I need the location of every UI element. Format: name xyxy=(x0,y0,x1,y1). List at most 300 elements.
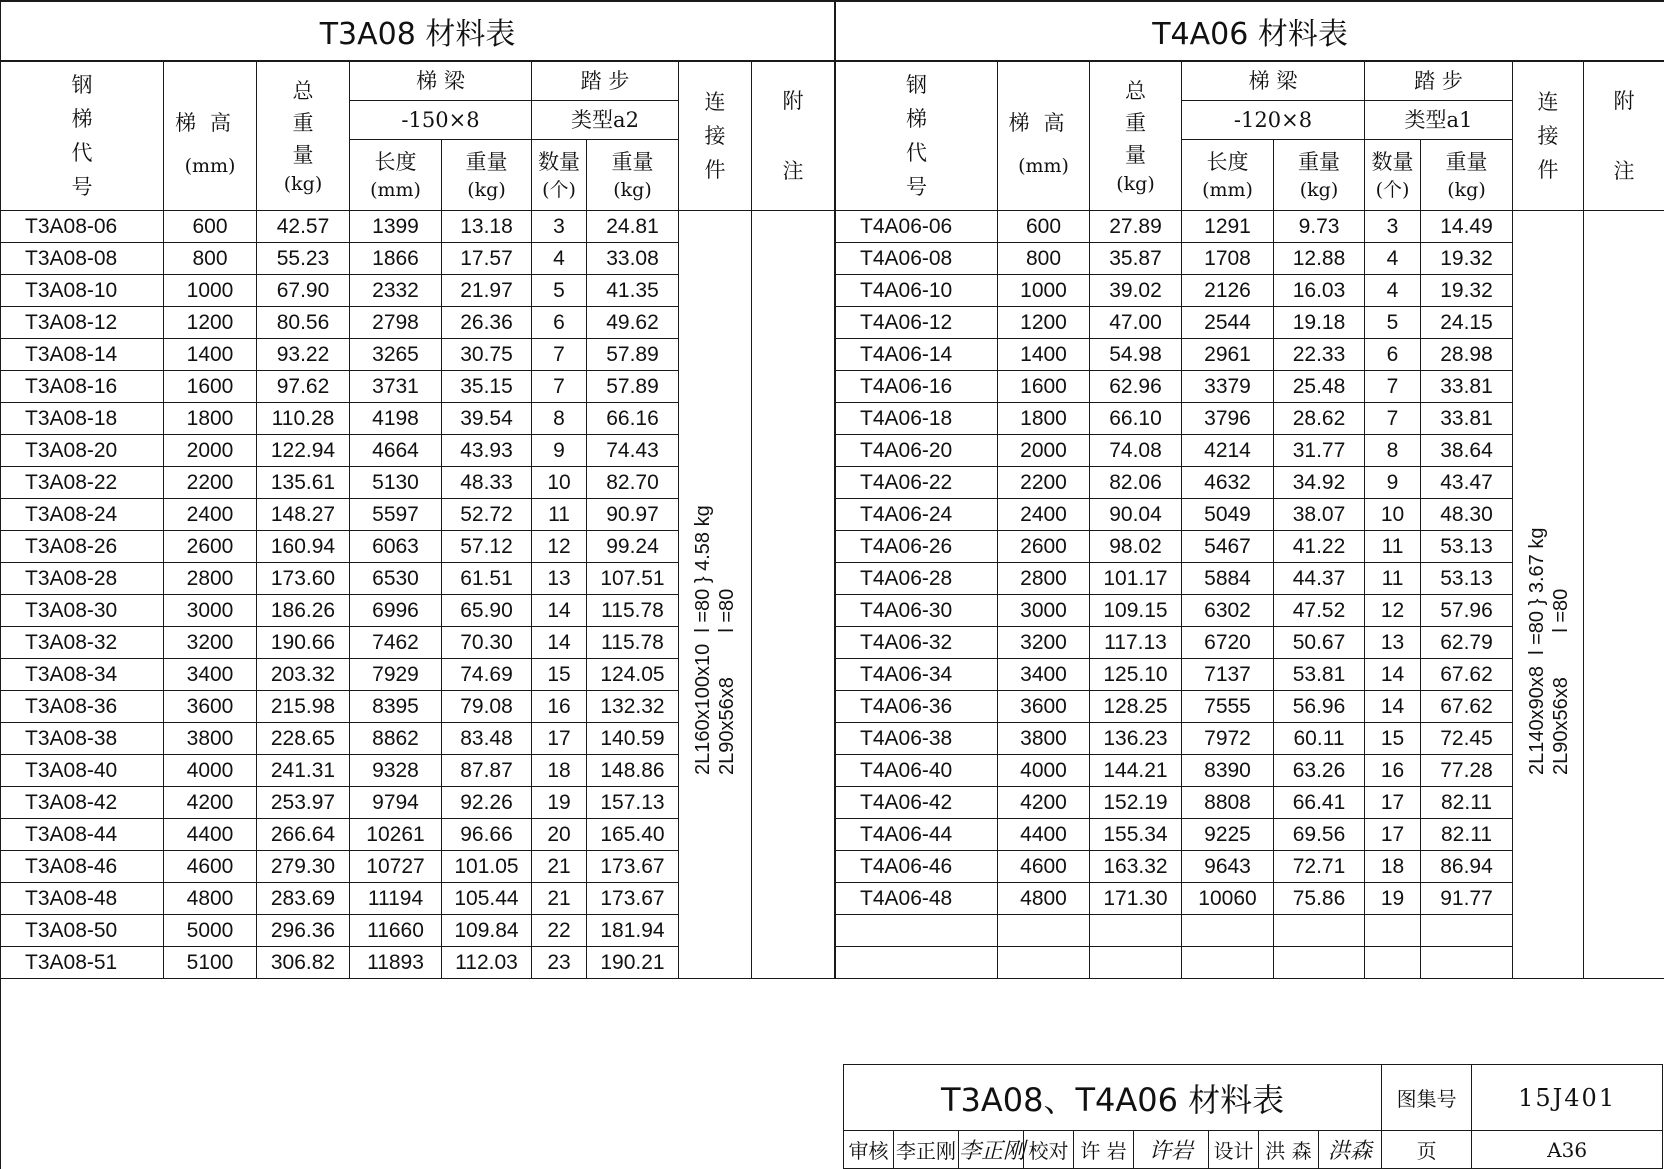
step-count: 18 xyxy=(1365,851,1421,883)
total-weight: 98.02 xyxy=(1090,531,1182,563)
ladder-height: 2200 xyxy=(164,467,257,499)
beam-length: 11893 xyxy=(350,947,442,979)
step-weight: 72.45 xyxy=(1421,723,1513,755)
step-count: 17 xyxy=(532,723,587,755)
step-weight: 115.78 xyxy=(587,627,679,659)
total-weight: 135.61 xyxy=(257,467,350,499)
step-weight: 82.11 xyxy=(1421,819,1513,851)
drawing-title: T3A08、T4A06 材料表 xyxy=(844,1065,1382,1131)
ladder-code: T4A06-10 xyxy=(836,275,998,307)
connector-weight: } 4.58 kg xyxy=(692,504,714,583)
beam-weight: 30.75 xyxy=(442,339,532,371)
beam-length: 2961 xyxy=(1182,339,1274,371)
header-step-weight: 重量 (kg) xyxy=(587,140,679,211)
ladder-height: 3400 xyxy=(164,659,257,691)
ladder-height: 3000 xyxy=(164,595,257,627)
ladder-height: 600 xyxy=(164,211,257,243)
ladder-height: 2800 xyxy=(164,563,257,595)
step-weight: 67.62 xyxy=(1421,659,1513,691)
step-count: 6 xyxy=(1365,339,1421,371)
step-weight xyxy=(1421,915,1513,947)
beam-weight: 13.18 xyxy=(442,211,532,243)
step-weight: 148.86 xyxy=(587,755,679,787)
ladder-code: T4A06-14 xyxy=(836,339,998,371)
header-beam-spec: -150×8 xyxy=(350,101,532,140)
title-block xyxy=(843,1064,1662,1168)
check-label: 校对 xyxy=(1024,1131,1074,1169)
step-count: 18 xyxy=(532,755,587,787)
beam-length: 1708 xyxy=(1182,243,1274,275)
total-weight: 163.32 xyxy=(1090,851,1182,883)
ladder-code: T4A06-12 xyxy=(836,307,998,339)
ladder-height: 2000 xyxy=(164,435,257,467)
beam-weight: 26.36 xyxy=(442,307,532,339)
beam-length xyxy=(1182,915,1274,947)
ladder-code: T4A06-28 xyxy=(836,563,998,595)
connector-l1: l =80 xyxy=(692,588,714,633)
beam-length: 6720 xyxy=(1182,627,1274,659)
ladder-height: 1000 xyxy=(998,275,1090,307)
connector-line2: 2L90x56x8 xyxy=(1550,676,1572,775)
beam-weight: 96.66 xyxy=(442,819,532,851)
step-weight: 124.05 xyxy=(587,659,679,691)
beam-weight: 52.72 xyxy=(442,499,532,531)
step-count: 13 xyxy=(532,563,587,595)
beam-weight: 56.96 xyxy=(1274,691,1365,723)
total-weight: 27.89 xyxy=(1090,211,1182,243)
total-weight: 283.69 xyxy=(257,883,350,915)
step-weight: 190.21 xyxy=(587,947,679,979)
ladder-height: 2400 xyxy=(164,499,257,531)
design-label: 设计 xyxy=(1209,1131,1259,1169)
beam-weight: 105.44 xyxy=(442,883,532,915)
ladder-code: T3A08-06 xyxy=(1,211,164,243)
ladder-code: T4A06-46 xyxy=(836,851,998,883)
total-weight: 279.30 xyxy=(257,851,350,883)
beam-weight: 31.77 xyxy=(1274,435,1365,467)
header-step-spec: 类型a1 xyxy=(1365,101,1513,140)
total-weight: 90.04 xyxy=(1090,499,1182,531)
step-count: 11 xyxy=(532,499,587,531)
step-weight: 49.62 xyxy=(587,307,679,339)
beam-length: 1399 xyxy=(350,211,442,243)
total-weight: 266.64 xyxy=(257,819,350,851)
beam-weight: 74.69 xyxy=(442,659,532,691)
connector-line1: 2L140x90x8 xyxy=(1526,665,1548,775)
ladder-code: T3A08-08 xyxy=(1,243,164,275)
ladder-height: 5000 xyxy=(164,915,257,947)
ladder-height: 4400 xyxy=(998,819,1090,851)
header-step: 踏 步 xyxy=(532,61,679,101)
total-weight: 80.56 xyxy=(257,307,350,339)
ladder-code: T3A08-48 xyxy=(1,883,164,915)
step-weight: 90.97 xyxy=(587,499,679,531)
ladder-height: 3600 xyxy=(164,691,257,723)
step-count: 11 xyxy=(1365,531,1421,563)
beam-weight: 17.57 xyxy=(442,243,532,275)
step-weight: 19.32 xyxy=(1421,243,1513,275)
step-weight: 115.78 xyxy=(587,595,679,627)
beam-length: 6530 xyxy=(350,563,442,595)
total-weight: 171.30 xyxy=(1090,883,1182,915)
beam-length: 8862 xyxy=(350,723,442,755)
ladder-height: 3400 xyxy=(998,659,1090,691)
header-step-weight: 重量 (kg) xyxy=(1421,140,1513,211)
beam-length: 3265 xyxy=(350,339,442,371)
step-count: 21 xyxy=(532,883,587,915)
total-weight: 110.28 xyxy=(257,403,350,435)
step-weight: 82.70 xyxy=(587,467,679,499)
ladder-code xyxy=(836,915,998,947)
beam-length: 10727 xyxy=(350,851,442,883)
step-count: 8 xyxy=(532,403,587,435)
beam-weight: 112.03 xyxy=(442,947,532,979)
beam-weight: 35.15 xyxy=(442,371,532,403)
step-weight: 157.13 xyxy=(587,787,679,819)
step-count: 13 xyxy=(1365,627,1421,659)
step-weight: 181.94 xyxy=(587,915,679,947)
total-weight: 152.19 xyxy=(1090,787,1182,819)
ladder-code: T4A06-18 xyxy=(836,403,998,435)
table-body xyxy=(836,211,1664,979)
beam-length: 4214 xyxy=(1182,435,1274,467)
ladder-code: T3A08-32 xyxy=(1,627,164,659)
beam-weight: 60.11 xyxy=(1274,723,1365,755)
ladder-height: 1200 xyxy=(998,307,1090,339)
table-title: T3A08 材料表 xyxy=(1,1,835,61)
step-weight: 33.81 xyxy=(1421,403,1513,435)
header-code: 钢梯代号 xyxy=(1,61,164,211)
ladder-code: T3A08-46 xyxy=(1,851,164,883)
total-weight: 173.60 xyxy=(257,563,350,595)
header-step: 踏 步 xyxy=(1365,61,1513,101)
step-count: 7 xyxy=(532,371,587,403)
beam-length xyxy=(1182,947,1274,979)
beam-length: 11194 xyxy=(350,883,442,915)
total-weight: 155.34 xyxy=(1090,819,1182,851)
ladder-height: 4800 xyxy=(164,883,257,915)
ladder-height: 1800 xyxy=(164,403,257,435)
connector-spec xyxy=(679,211,752,979)
ladder-code: T3A08-44 xyxy=(1,819,164,851)
designer-signature: 洪森 xyxy=(1319,1131,1382,1169)
beam-length: 8395 xyxy=(350,691,442,723)
total-weight: 144.21 xyxy=(1090,755,1182,787)
ladder-height: 800 xyxy=(998,243,1090,275)
total-weight: 55.23 xyxy=(257,243,350,275)
step-weight: 57.89 xyxy=(587,371,679,403)
step-weight: 99.24 xyxy=(587,531,679,563)
ladder-height: 2000 xyxy=(998,435,1090,467)
step-weight: 62.79 xyxy=(1421,627,1513,659)
step-weight: 91.77 xyxy=(1421,883,1513,915)
step-count: 16 xyxy=(1365,755,1421,787)
ladder-code: T4A06-26 xyxy=(836,531,998,563)
ladder-height: 3000 xyxy=(998,595,1090,627)
beam-length: 1866 xyxy=(350,243,442,275)
step-count: 4 xyxy=(532,243,587,275)
step-count: 22 xyxy=(532,915,587,947)
step-count: 19 xyxy=(532,787,587,819)
step-count: 14 xyxy=(1365,659,1421,691)
ladder-height: 4200 xyxy=(164,787,257,819)
beam-length: 9328 xyxy=(350,755,442,787)
step-weight: 173.67 xyxy=(587,851,679,883)
beam-length: 11660 xyxy=(350,915,442,947)
ladder-height: 4600 xyxy=(164,851,257,883)
beam-weight: 53.81 xyxy=(1274,659,1365,691)
step-weight: 140.59 xyxy=(587,723,679,755)
step-count: 10 xyxy=(1365,499,1421,531)
connector-line2: 2L90x56x8 xyxy=(716,676,738,775)
beam-weight xyxy=(1274,947,1365,979)
ladder-code: T3A08-16 xyxy=(1,371,164,403)
beam-weight: 43.93 xyxy=(442,435,532,467)
beam-length: 2544 xyxy=(1182,307,1274,339)
connector-spec xyxy=(1513,211,1584,979)
ladder-height: 1600 xyxy=(998,371,1090,403)
ladder-code: T3A08-51 xyxy=(1,947,164,979)
step-count: 15 xyxy=(1365,723,1421,755)
step-count: 8 xyxy=(1365,435,1421,467)
step-count: 11 xyxy=(1365,563,1421,595)
header-beam-weight: 重量 (kg) xyxy=(1274,140,1365,211)
step-weight xyxy=(1421,947,1513,979)
beam-weight: 69.56 xyxy=(1274,819,1365,851)
beam-weight: 83.48 xyxy=(442,723,532,755)
step-count: 16 xyxy=(532,691,587,723)
step-count: 19 xyxy=(1365,883,1421,915)
header-height: 梯高 (mm) xyxy=(164,61,257,211)
step-count: 9 xyxy=(1365,467,1421,499)
designer-name: 洪 森 xyxy=(1259,1131,1319,1169)
beam-length: 4632 xyxy=(1182,467,1274,499)
total-weight: 241.31 xyxy=(257,755,350,787)
header-connector: 连接件 xyxy=(679,61,752,211)
step-weight: 66.16 xyxy=(587,403,679,435)
step-weight: 53.13 xyxy=(1421,563,1513,595)
step-weight: 57.89 xyxy=(587,339,679,371)
beam-weight: 25.48 xyxy=(1274,371,1365,403)
beam-length: 1291 xyxy=(1182,211,1274,243)
t4a06-material-table xyxy=(835,0,1664,979)
total-weight: 128.25 xyxy=(1090,691,1182,723)
beam-length: 7462 xyxy=(350,627,442,659)
ladder-height: 2400 xyxy=(998,499,1090,531)
ladder-code: T3A08-30 xyxy=(1,595,164,627)
ladder-height: 1400 xyxy=(998,339,1090,371)
total-weight xyxy=(1090,915,1182,947)
step-count: 12 xyxy=(532,531,587,563)
ladder-code: T3A08-38 xyxy=(1,723,164,755)
ladder-code: T3A08-22 xyxy=(1,467,164,499)
step-count: 14 xyxy=(1365,691,1421,723)
total-weight: 101.17 xyxy=(1090,563,1182,595)
total-weight: 186.26 xyxy=(257,595,350,627)
step-count: 7 xyxy=(1365,403,1421,435)
beam-weight: 61.51 xyxy=(442,563,532,595)
ladder-code: T3A08-14 xyxy=(1,339,164,371)
beam-length: 4198 xyxy=(350,403,442,435)
ladder-code: T3A08-12 xyxy=(1,307,164,339)
ladder-code: T4A06-48 xyxy=(836,883,998,915)
beam-weight xyxy=(1274,915,1365,947)
beam-weight: 87.87 xyxy=(442,755,532,787)
note-cell xyxy=(752,211,835,979)
beam-length: 7555 xyxy=(1182,691,1274,723)
step-weight: 173.67 xyxy=(587,883,679,915)
ladder-height: 3600 xyxy=(998,691,1090,723)
step-count: 6 xyxy=(532,307,587,339)
connector-l2: l =80 xyxy=(1550,588,1572,633)
step-weight: 48.30 xyxy=(1421,499,1513,531)
step-weight: 77.28 xyxy=(1421,755,1513,787)
ladder-code: T4A06-24 xyxy=(836,499,998,531)
beam-length: 5467 xyxy=(1182,531,1274,563)
reviewer-signature: 李正刚 xyxy=(959,1131,1024,1169)
ladder-height: 1400 xyxy=(164,339,257,371)
t3a08-material-table xyxy=(0,0,835,979)
step-count: 17 xyxy=(1365,819,1421,851)
ladder-code: T4A06-22 xyxy=(836,467,998,499)
beam-length: 8808 xyxy=(1182,787,1274,819)
beam-length: 9794 xyxy=(350,787,442,819)
beam-length: 10060 xyxy=(1182,883,1274,915)
step-weight: 38.64 xyxy=(1421,435,1513,467)
ladder-height: 4400 xyxy=(164,819,257,851)
note-cell xyxy=(1584,211,1664,979)
ladder-height: 2800 xyxy=(998,563,1090,595)
beam-weight: 38.07 xyxy=(1274,499,1365,531)
atlas-label: 图集号 xyxy=(1382,1065,1472,1131)
total-weight: 47.00 xyxy=(1090,307,1182,339)
ladder-code xyxy=(836,947,998,979)
step-weight: 57.96 xyxy=(1421,595,1513,627)
total-weight: 215.98 xyxy=(257,691,350,723)
beam-weight: 65.90 xyxy=(442,595,532,627)
beam-weight: 9.73 xyxy=(1274,211,1365,243)
step-weight: 53.13 xyxy=(1421,531,1513,563)
beam-length: 2798 xyxy=(350,307,442,339)
total-weight: 67.90 xyxy=(257,275,350,307)
table-row xyxy=(1,211,835,243)
beam-length: 4664 xyxy=(350,435,442,467)
beam-weight: 28.62 xyxy=(1274,403,1365,435)
page-number: A36 xyxy=(1472,1131,1663,1169)
beam-length: 7137 xyxy=(1182,659,1274,691)
beam-weight: 109.84 xyxy=(442,915,532,947)
beam-weight: 92.26 xyxy=(442,787,532,819)
step-weight: 74.43 xyxy=(587,435,679,467)
total-weight: 35.87 xyxy=(1090,243,1182,275)
table-row xyxy=(836,211,1664,243)
reviewer-name: 李正刚 xyxy=(894,1131,959,1169)
total-weight: 306.82 xyxy=(257,947,350,979)
ladder-height: 1200 xyxy=(164,307,257,339)
ladder-code: T3A08-20 xyxy=(1,435,164,467)
ladder-height: 600 xyxy=(998,211,1090,243)
step-weight: 33.81 xyxy=(1421,371,1513,403)
ladder-code: T3A08-34 xyxy=(1,659,164,691)
step-weight: 165.40 xyxy=(587,819,679,851)
ladder-code: T4A06-36 xyxy=(836,691,998,723)
total-weight: 82.06 xyxy=(1090,467,1182,499)
beam-weight: 19.18 xyxy=(1274,307,1365,339)
ladder-height: 2200 xyxy=(998,467,1090,499)
step-count: 3 xyxy=(532,211,587,243)
ladder-height: 1800 xyxy=(998,403,1090,435)
checker-name: 许 岩 xyxy=(1074,1131,1134,1169)
ladder-height: 4800 xyxy=(998,883,1090,915)
beam-weight: 22.33 xyxy=(1274,339,1365,371)
ladder-height: 3800 xyxy=(998,723,1090,755)
step-weight: 132.32 xyxy=(587,691,679,723)
total-weight: 125.10 xyxy=(1090,659,1182,691)
beam-weight: 79.08 xyxy=(442,691,532,723)
connector-weight: } 3.67 kg xyxy=(1526,527,1548,605)
beam-weight: 72.71 xyxy=(1274,851,1365,883)
connector-l2: l =80 xyxy=(716,588,738,633)
ladder-code: T4A06-34 xyxy=(836,659,998,691)
total-weight: 93.22 xyxy=(257,339,350,371)
header-count: 数量 (个) xyxy=(1365,140,1421,211)
ladder-code: T3A08-42 xyxy=(1,787,164,819)
step-count: 10 xyxy=(532,467,587,499)
beam-length: 2332 xyxy=(350,275,442,307)
beam-weight: 101.05 xyxy=(442,851,532,883)
total-weight: 148.27 xyxy=(257,499,350,531)
ladder-height: 3200 xyxy=(998,627,1090,659)
header-total-weight: 总重量 (kg) xyxy=(257,61,350,211)
total-weight: 228.65 xyxy=(257,723,350,755)
ladder-code: T4A06-30 xyxy=(836,595,998,627)
table-title: T4A06 材料表 xyxy=(836,1,1664,61)
total-weight: 136.23 xyxy=(1090,723,1182,755)
header-note: 附注 xyxy=(1584,61,1664,211)
beam-weight: 57.12 xyxy=(442,531,532,563)
beam-length: 10261 xyxy=(350,819,442,851)
connector-line1: 2L160x100x10 xyxy=(692,643,714,775)
ladder-height: 2600 xyxy=(164,531,257,563)
ladder-height: 2600 xyxy=(998,531,1090,563)
ladder-height xyxy=(998,947,1090,979)
ladder-height: 3200 xyxy=(164,627,257,659)
step-count: 7 xyxy=(1365,371,1421,403)
beam-weight: 50.67 xyxy=(1274,627,1365,659)
ladder-height: 4600 xyxy=(998,851,1090,883)
ladder-code: T4A06-20 xyxy=(836,435,998,467)
step-count: 5 xyxy=(1365,307,1421,339)
step-count: 4 xyxy=(1365,243,1421,275)
beam-length: 3379 xyxy=(1182,371,1274,403)
header-connector: 连接件 xyxy=(1513,61,1584,211)
beam-weight: 66.41 xyxy=(1274,787,1365,819)
beam-weight: 34.92 xyxy=(1274,467,1365,499)
total-weight: 54.98 xyxy=(1090,339,1182,371)
step-count: 5 xyxy=(532,275,587,307)
ladder-code: T3A08-28 xyxy=(1,563,164,595)
total-weight: 160.94 xyxy=(257,531,350,563)
beam-weight: 21.97 xyxy=(442,275,532,307)
header-beam-weight: 重量 (kg) xyxy=(442,140,532,211)
ladder-code: T3A08-40 xyxy=(1,755,164,787)
beam-length: 3731 xyxy=(350,371,442,403)
beam-length: 2126 xyxy=(1182,275,1274,307)
header-beam: 梯 梁 xyxy=(1182,61,1365,101)
step-count: 7 xyxy=(532,339,587,371)
step-count: 14 xyxy=(532,627,587,659)
ladder-code: T3A08-18 xyxy=(1,403,164,435)
